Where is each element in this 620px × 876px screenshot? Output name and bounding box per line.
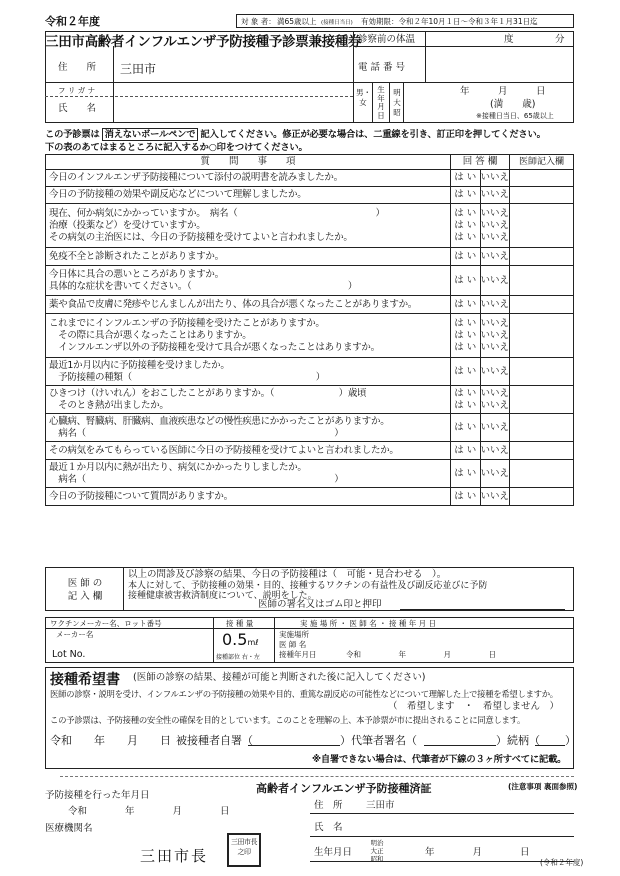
doctor-sign-label: 医師の署名又はゴム印と押印 bbox=[258, 599, 382, 610]
answer-yes-option[interactable]: は い bbox=[454, 274, 477, 286]
dose-label: 接 種 量 bbox=[226, 619, 254, 628]
answer-yes-cell bbox=[451, 358, 481, 386]
relation-label: ）続柄（ bbox=[496, 734, 540, 747]
question-table bbox=[45, 154, 574, 506]
cert-address-value: 三田市 bbox=[366, 800, 395, 811]
answer-no-option[interactable]: いいえ bbox=[480, 298, 510, 310]
question-row bbox=[46, 358, 574, 386]
place-label: 実施場所 bbox=[279, 630, 309, 639]
signer-label: 被接種者自署（ bbox=[176, 734, 253, 747]
vaccine-maker-label: ワクチンメーカー名、ロット番号 bbox=[50, 619, 162, 628]
lot-label: Lot No. bbox=[52, 649, 86, 660]
question-row bbox=[46, 314, 574, 358]
consent-title: 接種希望書 bbox=[50, 672, 120, 688]
doctor-note-cell[interactable] bbox=[510, 170, 574, 187]
answer-yes-option[interactable]: は い bbox=[454, 444, 477, 456]
answer-yes-cell bbox=[451, 386, 481, 414]
question-line: 現在、何か病気にかかっていますか。 病名（ ） bbox=[49, 207, 385, 219]
birth-ymd: 年 月 日 bbox=[460, 86, 546, 97]
answer-header: 回 答 欄 bbox=[451, 155, 510, 170]
cert-address-label: 住 所 bbox=[314, 800, 343, 811]
question-line: 今日の予防接種の効果や副反応などについて理解しましたか。 bbox=[49, 189, 307, 200]
answer-yes-cell bbox=[451, 204, 481, 248]
answer-no-cell bbox=[480, 187, 510, 204]
birth-era-options[interactable]: 明 大 昭 bbox=[393, 88, 401, 117]
question-text bbox=[46, 442, 451, 460]
answer-no-option[interactable]: いいえ bbox=[480, 231, 510, 243]
cert-name-label: 氏 名 bbox=[314, 822, 343, 833]
furigana-input[interactable] bbox=[120, 84, 348, 95]
question-line: 最近1か月以内に予防接種を受けましたか。 bbox=[49, 359, 230, 371]
question-text bbox=[46, 386, 451, 414]
answer-yes-option[interactable]: は い bbox=[454, 298, 477, 310]
answer-yes-option[interactable]: は い bbox=[454, 231, 477, 243]
answer-no-cell bbox=[480, 248, 510, 266]
cert-name-input[interactable] bbox=[364, 818, 569, 834]
target-note: (接種日当日) bbox=[321, 20, 353, 26]
consent-note: ※自署できない場合は、代筆者が下線の３ヶ所すべてに記載。 bbox=[312, 754, 567, 765]
answer-no-option[interactable]: いいえ bbox=[480, 467, 510, 479]
address-label: 住 所 bbox=[58, 62, 97, 73]
answer-no-option[interactable]: いいえ bbox=[480, 387, 510, 399]
name-label: 氏 名 bbox=[58, 103, 97, 114]
answer-yes-option[interactable]: は い bbox=[454, 172, 477, 183]
name-input[interactable] bbox=[120, 99, 348, 119]
question-row bbox=[46, 248, 574, 266]
doctor-name-label: 医 師 名 bbox=[279, 640, 307, 649]
mayor-seal-text: 三田市長之印 bbox=[231, 838, 257, 856]
answer-no-cell bbox=[480, 358, 510, 386]
question-row bbox=[46, 296, 574, 314]
answer-no-cell bbox=[480, 170, 510, 187]
doctor-note-cell[interactable] bbox=[510, 204, 574, 248]
answer-no-cell bbox=[480, 314, 510, 358]
doctor-note-cell[interactable] bbox=[510, 248, 574, 266]
doctor-note-cell[interactable] bbox=[510, 266, 574, 296]
answer-no-cell bbox=[480, 442, 510, 460]
instruction-line-1 bbox=[45, 126, 546, 140]
question-text bbox=[46, 488, 451, 506]
answer-yes-option[interactable]: は い bbox=[454, 219, 477, 231]
doctor-note-cell[interactable] bbox=[510, 460, 574, 488]
doctor-note-cell[interactable] bbox=[510, 358, 574, 386]
temp-min-unit: 分 bbox=[555, 34, 565, 45]
question-row bbox=[46, 386, 574, 414]
answer-no-option[interactable]: いいえ bbox=[480, 399, 510, 411]
answer-no-option[interactable]: いいえ bbox=[480, 490, 510, 502]
doctor-label: 医 師 の 記 入 欄 bbox=[67, 578, 103, 602]
form-title: 三田市高齢者インフルエンザ予防接種予診票兼接種券 bbox=[45, 34, 362, 50]
question-row bbox=[46, 187, 574, 204]
answer-yes-option[interactable]: は い bbox=[454, 189, 477, 200]
answer-yes-option[interactable]: は い bbox=[454, 467, 477, 479]
doctor-note-cell[interactable] bbox=[510, 488, 574, 506]
place-input[interactable] bbox=[330, 630, 568, 648]
doctor-text-1[interactable]: 以上の問診及び診察の結果、今日の予防接種は（ 可能・見合わせる ）。 bbox=[128, 569, 447, 580]
answer-yes-option[interactable]: は い bbox=[454, 207, 477, 219]
answer-yes-cell bbox=[451, 442, 481, 460]
answer-yes-cell bbox=[451, 488, 481, 506]
answer-no-option[interactable]: いいえ bbox=[480, 274, 510, 286]
question-text bbox=[46, 414, 451, 442]
age-note: ※接種日当日、65歳以上 bbox=[476, 112, 554, 120]
vaccination-date-value: 令和 年 月 日 bbox=[346, 650, 496, 659]
question-line: 病名（ ） bbox=[49, 427, 344, 439]
answer-no-option[interactable]: いいえ bbox=[480, 341, 510, 353]
question-line: 最近１か月以内に熱が出たり、病気にかかったりしましたか。 bbox=[49, 461, 307, 473]
instruction-1a: この予診票は bbox=[45, 129, 100, 140]
cert-facility-label: 医療機関名 bbox=[45, 823, 93, 834]
question-row bbox=[46, 204, 574, 248]
cert-era-options[interactable]: 明治 大正 昭和 bbox=[370, 839, 384, 863]
answer-yes-option[interactable]: は い bbox=[454, 329, 477, 341]
birth-label: 生年月日 bbox=[377, 85, 385, 120]
cert-birth-label: 生年月日 bbox=[314, 847, 353, 858]
doctor-note-cell[interactable] bbox=[510, 187, 574, 204]
question-text bbox=[46, 358, 451, 386]
question-row bbox=[46, 266, 574, 296]
certificate-ref: (注意事項 裏面参照) bbox=[508, 782, 578, 791]
consent-options[interactable]: （ 希望します ・ 希望しません ） bbox=[388, 701, 560, 712]
question-line: その際に具合が悪くなったことはありますか。 bbox=[49, 329, 252, 341]
consent-text-1: 医師の診察・説明を受け、インフルエンザの予防接種の効果や目的、重篤な副反応の可能性などについて理解した上で接種を希望しますか。 bbox=[50, 689, 558, 699]
answer-no-cell bbox=[480, 488, 510, 506]
cert-date-value[interactable]: 令和 年 月 日 bbox=[68, 806, 230, 817]
answer-no-option[interactable]: いいえ bbox=[480, 207, 510, 219]
question-row bbox=[46, 460, 574, 488]
question-line: 今日体に具合の悪いところがありますか。 bbox=[49, 268, 224, 280]
question-line: ひきつけ（けいれん）をおこしたことがありますか。（ ）歳頃 bbox=[49, 387, 367, 399]
age-text: (満 歳) bbox=[490, 99, 536, 110]
question-line: 病名（ ） bbox=[49, 473, 344, 485]
question-row bbox=[46, 488, 574, 506]
doctor-text-2: 本人に対して、予防接種の効果・目的、接種するワクチンの有益性及び副反応並びに予防 bbox=[128, 581, 488, 591]
answer-no-option[interactable]: いいえ bbox=[480, 219, 510, 231]
furigana-label: フ リ ガ ナ bbox=[58, 86, 96, 95]
question-line: 今日のインフルエンザ予防接種について添付の説明書を読みましたか。 bbox=[49, 172, 343, 183]
answer-yes-cell bbox=[451, 187, 481, 204]
instruction-1b: 記入してください。修正が必要な場合は、二重線を引き、訂正印を押してください。 bbox=[200, 129, 546, 140]
answer-yes-option[interactable]: は い bbox=[454, 250, 477, 262]
answer-yes-cell bbox=[451, 170, 481, 187]
fiscal-year: 令和２年度 bbox=[45, 15, 100, 28]
site-label[interactable]: 接種部位 右・左 bbox=[216, 654, 260, 661]
question-text bbox=[46, 204, 451, 248]
answer-no-cell bbox=[480, 414, 510, 442]
proxy-input[interactable] bbox=[424, 732, 496, 746]
answer-no-cell bbox=[480, 204, 510, 248]
question-line: その病気をみてもらっている医師に今日の予防接種を受けてよいと言われましたか。 bbox=[49, 444, 399, 456]
answer-yes-cell bbox=[451, 314, 481, 358]
doctor-note-cell[interactable] bbox=[510, 442, 574, 460]
consent-text-2: この予診票は、予防接種の安全性の確保を目的としています。このことを理解の上、本予診票が市に提出されることに同意します。 bbox=[50, 715, 526, 725]
answer-yes-option[interactable]: は い bbox=[454, 387, 477, 399]
signer-input[interactable] bbox=[248, 732, 340, 746]
answer-yes-option[interactable]: は い bbox=[454, 490, 477, 502]
relation-input[interactable] bbox=[535, 732, 565, 746]
question-text bbox=[46, 314, 451, 358]
question-line: これまでにインフルエンザの予防接種を受けたことがありますか。 bbox=[49, 317, 325, 329]
consent-date[interactable]: 令和 年 月 日 bbox=[50, 734, 171, 747]
answer-no-option[interactable]: いいえ bbox=[480, 189, 510, 200]
temp-label: 診察前の体温 bbox=[358, 34, 416, 45]
address-value: 三田市 bbox=[120, 62, 157, 76]
answer-no-option[interactable]: いいえ bbox=[480, 317, 510, 329]
answer-yes-option[interactable]: は い bbox=[454, 341, 477, 353]
question-line: 免疫不全と診断されたことがありますか。 bbox=[49, 250, 224, 262]
question-line: その病気の主治医には、今日の予防接種を受けてよいと言われましたか。 bbox=[49, 231, 353, 243]
answer-no-option[interactable]: いいえ bbox=[480, 250, 510, 262]
answer-yes-option[interactable]: は い bbox=[454, 317, 477, 329]
answer-no-cell bbox=[480, 386, 510, 414]
answer-yes-option[interactable]: は い bbox=[454, 421, 477, 433]
validity-text: 有効期限：令和２年10月１日〜令和３年１月31日迄 bbox=[361, 17, 538, 26]
answer-yes-cell bbox=[451, 248, 481, 266]
doctor-header: 医師記入欄 bbox=[510, 155, 574, 170]
question-row bbox=[46, 414, 574, 442]
certificate-title: 高齢者インフルエンザ予防接種済証 bbox=[256, 782, 432, 795]
question-line: 予防接種の種類（ ） bbox=[49, 371, 326, 383]
question-line: 心臓病、腎臓病、肝臓病、血液疾患などの慢性疾患にかかったことがありますか。 bbox=[49, 415, 390, 427]
cert-date-label: 予防接種を行った年月日 bbox=[45, 790, 150, 801]
relation-close: ） bbox=[565, 734, 576, 747]
answer-no-cell bbox=[480, 460, 510, 488]
cert-birth-ymd: 年 月 日 bbox=[425, 847, 530, 858]
vaccination-date-label: 接種年月日 bbox=[279, 650, 317, 659]
temp-deg-unit: 度 bbox=[504, 34, 514, 45]
instruction-line-2: 下の表のあてはまるところに記入するか○印をつけてください。 bbox=[45, 142, 308, 153]
answer-no-option[interactable]: いいえ bbox=[480, 365, 510, 377]
answer-no-option[interactable]: いいえ bbox=[480, 444, 510, 456]
question-text bbox=[46, 248, 451, 266]
answer-yes-option[interactable]: は い bbox=[454, 399, 477, 411]
answer-no-option[interactable]: いいえ bbox=[480, 172, 510, 183]
answer-no-cell bbox=[480, 266, 510, 296]
doctor-note-cell[interactable] bbox=[510, 314, 574, 358]
question-text bbox=[46, 460, 451, 488]
answer-yes-option[interactable]: は い bbox=[454, 365, 477, 377]
question-row bbox=[46, 442, 574, 460]
phone-input[interactable] bbox=[428, 50, 568, 78]
target-label: 対 象 者： bbox=[241, 17, 276, 26]
dose-unit: mℓ bbox=[247, 638, 259, 647]
doctor-sign-input[interactable] bbox=[400, 597, 565, 609]
consent-title-note: (医師の診察の結果、接種が可能と判断された後に記入してください) bbox=[133, 672, 426, 683]
question-text bbox=[46, 187, 451, 204]
question-line: インフルエンザ以外の予防接種を受けて具合が悪くなったことはありますか。 bbox=[49, 341, 380, 353]
doctor-note-cell[interactable] bbox=[510, 386, 574, 414]
doctor-text-3: 接種健康被害救済制度について、説明をした。 bbox=[128, 591, 317, 601]
target-value: 満65歳以上 bbox=[277, 17, 317, 26]
answer-no-cell bbox=[480, 296, 510, 314]
target-validity-box bbox=[236, 14, 574, 28]
answer-no-option[interactable]: いいえ bbox=[480, 421, 510, 433]
question-row bbox=[46, 170, 574, 187]
answer-yes-cell bbox=[451, 296, 481, 314]
proxy-label: ）代筆者署名（ bbox=[340, 734, 417, 747]
vaccine-maker-input[interactable] bbox=[100, 631, 208, 659]
dose-number: 0.5 bbox=[222, 630, 248, 649]
answer-no-option[interactable]: いいえ bbox=[480, 329, 510, 341]
mayor-label: 三田市長 bbox=[140, 847, 209, 865]
question-line: 治療（投薬など）を受けていますか。 bbox=[49, 219, 206, 231]
question-text bbox=[46, 296, 451, 314]
phone-label: 電 話 番 号 bbox=[358, 62, 406, 73]
dose-value bbox=[222, 630, 259, 649]
question-text bbox=[46, 170, 451, 187]
place-header: 実 施 場 所 ・ 医 師 名 ・ 接 種 年 月 日 bbox=[300, 619, 436, 628]
question-line: 具体的な症状を書いてください。（ ） bbox=[49, 280, 358, 292]
doctor-note-cell[interactable] bbox=[510, 296, 574, 314]
question-text bbox=[46, 266, 451, 296]
certificate-footer: (令和２年度) bbox=[540, 858, 584, 867]
temperature-input[interactable] bbox=[428, 32, 500, 44]
sex-label[interactable]: 男・女 bbox=[356, 88, 371, 107]
question-line: 薬や食品で皮膚に発疹やじんましんが出たり、体の具合が悪くなったことがありますか。 bbox=[49, 298, 418, 310]
doctor-note-cell[interactable] bbox=[510, 414, 574, 442]
question-line: そのとき熱が出ましたか。 bbox=[49, 399, 169, 411]
vaccine-maker-sub: メーカー名 bbox=[56, 630, 94, 639]
answer-yes-cell bbox=[451, 460, 481, 488]
answer-yes-cell bbox=[451, 414, 481, 442]
question-line: 今日の予防接種について質問がありますか。 bbox=[49, 490, 233, 502]
answer-yes-cell bbox=[451, 266, 481, 296]
cert-facility-input[interactable] bbox=[100, 820, 250, 834]
instruction-1-box: 消えないボールペンで bbox=[102, 128, 199, 141]
table-header-row bbox=[46, 155, 574, 170]
mayor-seal bbox=[227, 833, 261, 867]
address-input[interactable] bbox=[160, 50, 348, 78]
question-header: 質 問 事 項 bbox=[46, 155, 451, 170]
